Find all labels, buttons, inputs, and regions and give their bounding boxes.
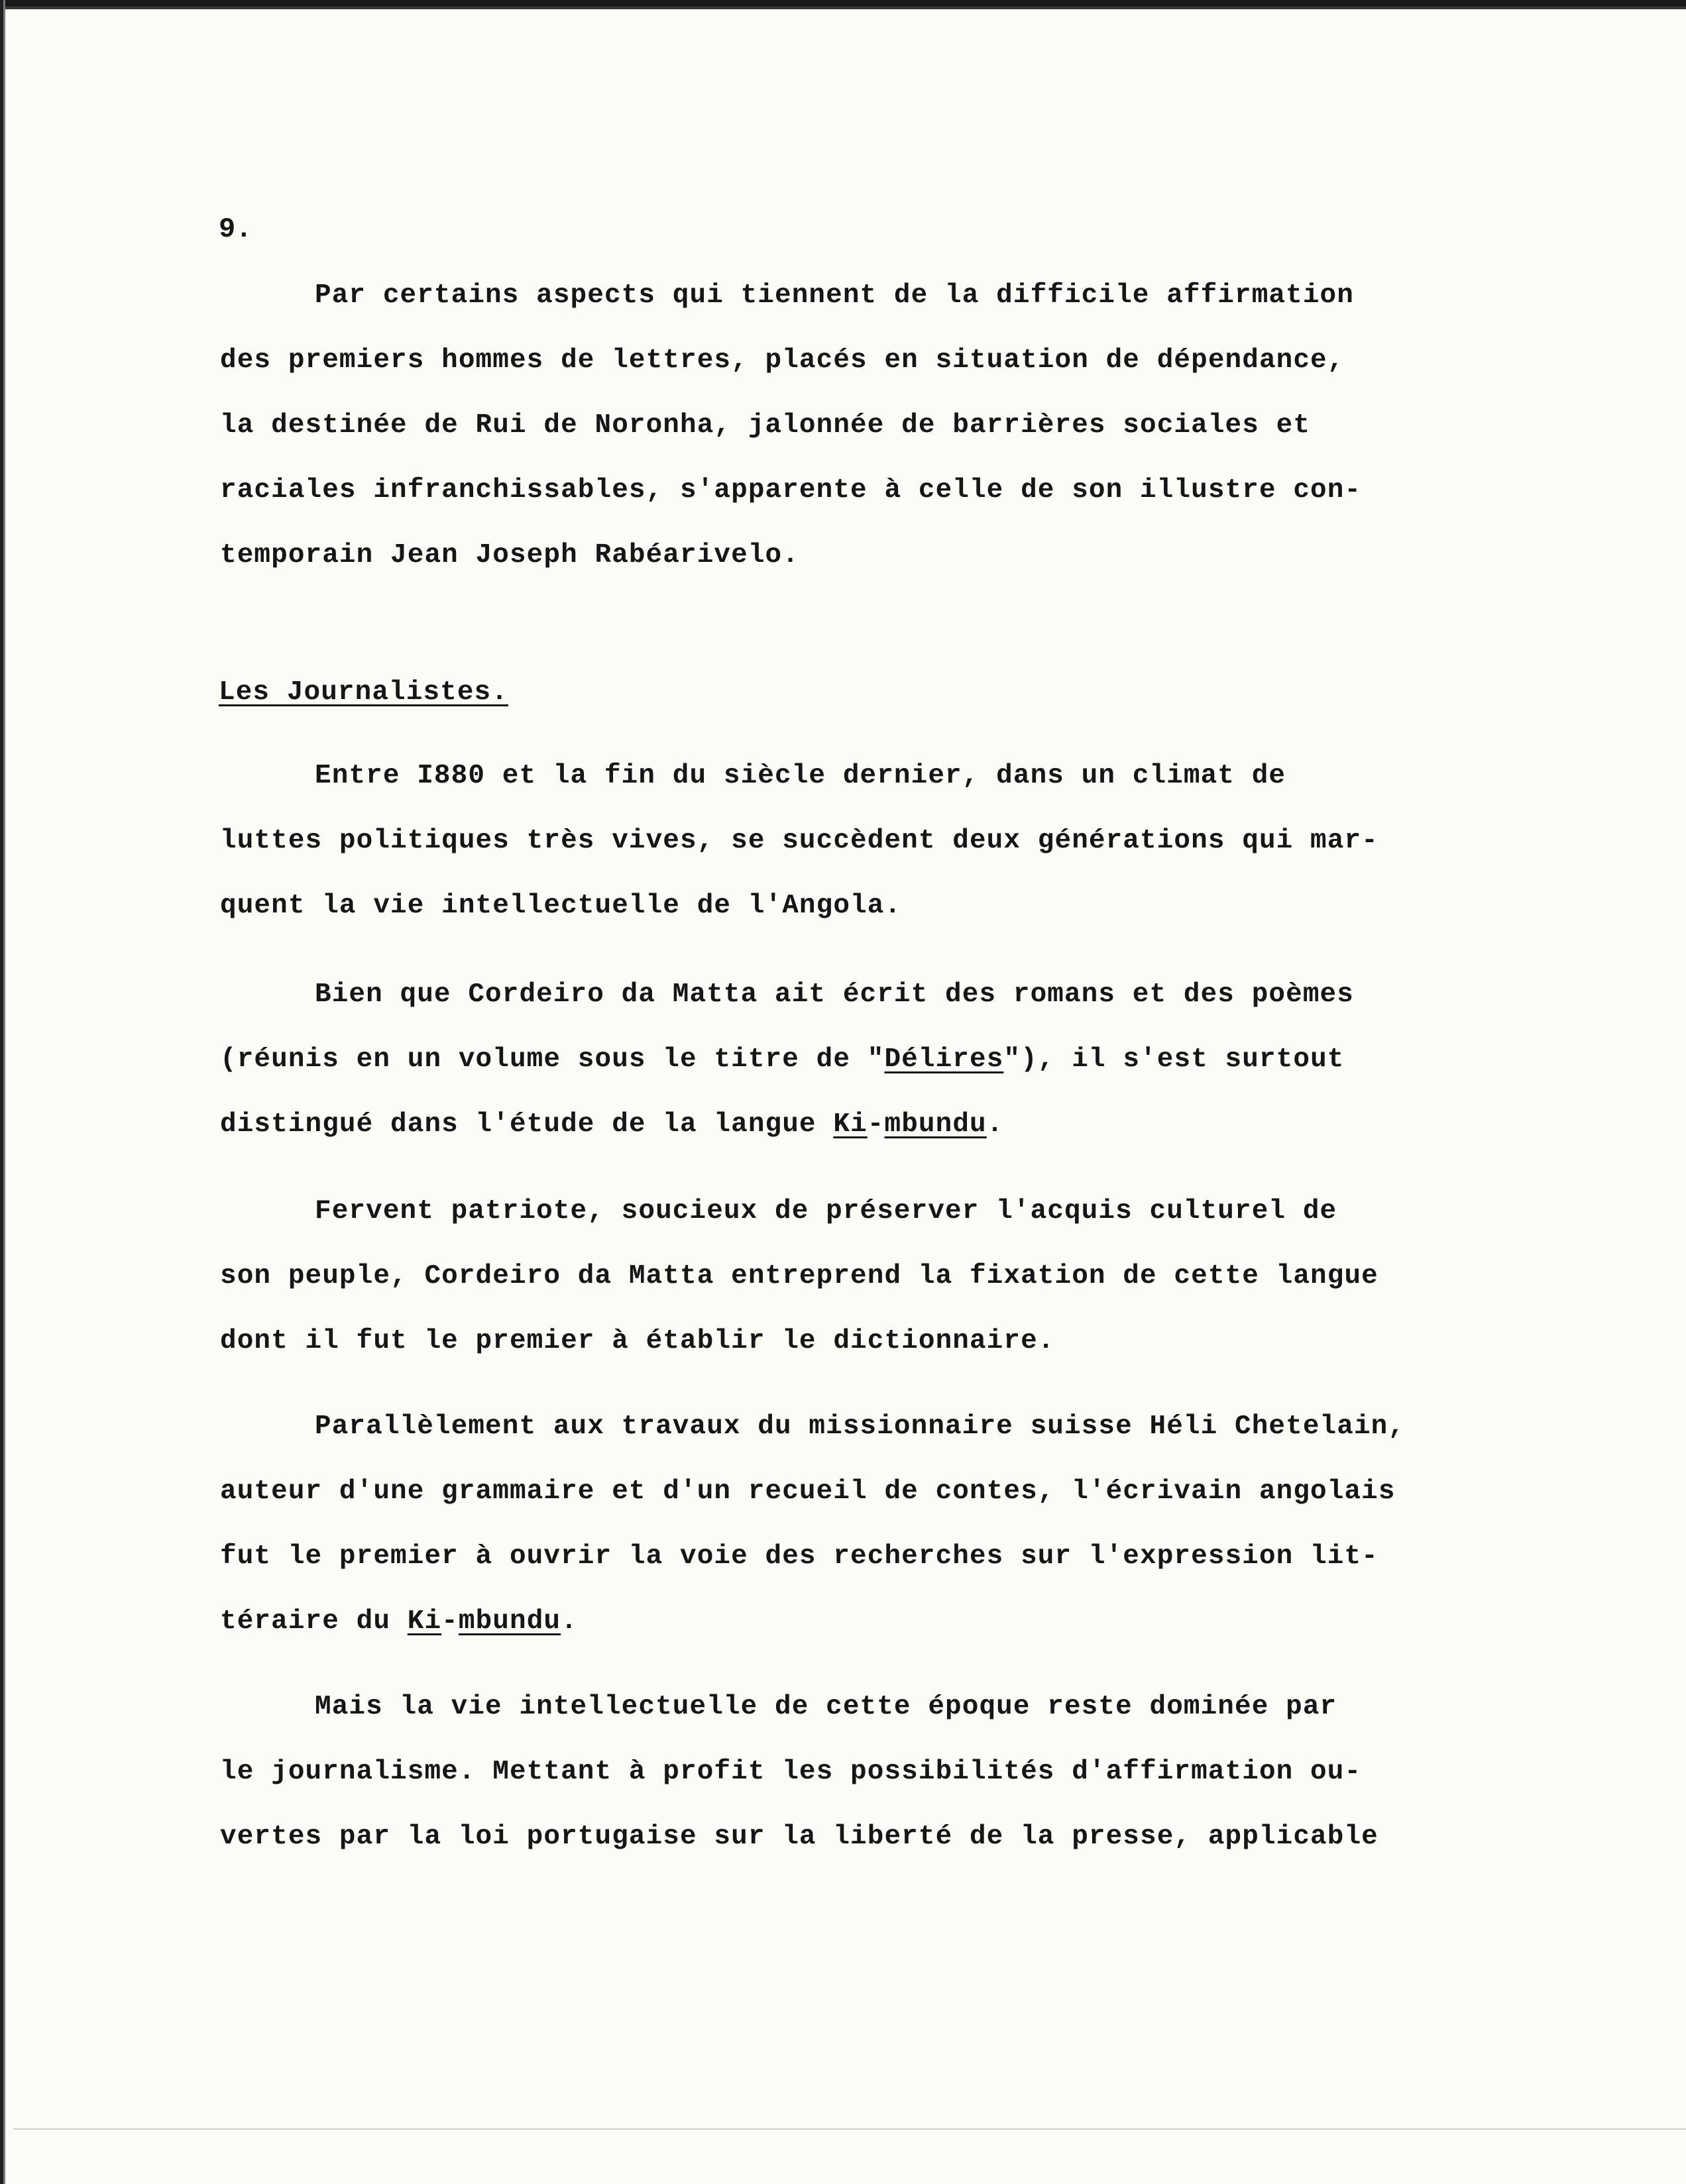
paragraph-line: [220, 1092, 1579, 1157]
line-text: "), il s'est surtout: [1003, 1044, 1345, 1075]
language-name: mbundu: [884, 1109, 987, 1140]
line-text: .: [561, 1606, 578, 1637]
paragraph-line: Fervent patriote, soucieux de préserver l'acquis culturel de: [315, 1196, 1337, 1227]
scan-top-border: [0, 0, 1686, 15]
paragraph-line: son peuple, Cordeiro da Matta entreprend la fixation de cette langue: [220, 1261, 1378, 1291]
paragraph-line: [220, 1027, 1579, 1092]
paragraph-line: fut le premier à ouvrir la voie des recherches sur l'expression lit-: [220, 1541, 1378, 1572]
paragraph-line: le journalisme. Mettant à profit les possibilités d'affirmation ou-: [220, 1757, 1362, 1787]
hyphen: -: [867, 1109, 885, 1140]
hyphen: -: [441, 1606, 459, 1637]
line-text: (réunis en un volume sous le titre de ": [220, 1044, 885, 1075]
paragraph-line: luttes politiques très vives, se succèdent deux générations qui mar-: [220, 826, 1378, 856]
paragraph-line: dont il fut le premier à établir le dictionnaire.: [220, 1326, 1055, 1356]
line-text: .: [986, 1109, 1004, 1140]
paragraph-3: [220, 962, 1579, 1157]
paragraph-line: Entre I880 et la fin du siècle dernier, dans un climat de: [315, 761, 1286, 791]
paragraph-line: Bien que Cordeiro da Matta ait écrit des romans et des poèmes: [315, 979, 1354, 1010]
section-heading: Les Journalistes.: [219, 677, 508, 708]
paragraph-line: raciales infranchissables, s'apparente à celle de son illustre con-: [220, 475, 1362, 506]
line-text: téraire du: [220, 1606, 408, 1637]
language-name: Ki: [407, 1606, 442, 1637]
paragraph-5: [220, 1394, 1579, 1654]
paragraph-line: Mais la vie intellectuelle de cette époque reste dominée par: [315, 1692, 1337, 1722]
language-name: mbundu: [458, 1606, 561, 1637]
paragraph-line: auteur d'une grammaire et d'un recueil de contes, l'écrivain angolais: [220, 1476, 1396, 1507]
language-name: Ki: [833, 1109, 868, 1140]
paragraph-line: des premiers hommes de lettres, placés en situation de dépendance,: [220, 345, 1345, 376]
paragraph-line: vertes par la loi portugaise sur la liberté de la presse, applicable: [220, 1822, 1378, 1852]
paragraph-line: [220, 1589, 1579, 1654]
paragraph-line: Par certains aspects qui tiennent de la difficile affirmation: [315, 280, 1354, 311]
paragraph-2: [220, 743, 1579, 938]
paragraph-4: [220, 1179, 1579, 1374]
paragraph-line: Parallèlement aux travaux du missionnaire suisse Héli Chetelain,: [315, 1411, 1406, 1442]
paragraph-line: temporain Jean Joseph Rabéarivelo.: [220, 540, 799, 571]
scan-bottom-line: [13, 2128, 1686, 2130]
book-title: Délires: [884, 1044, 1004, 1075]
line-text: distingué dans l'étude de la langue: [220, 1109, 834, 1140]
paragraph-6: [220, 1674, 1579, 1869]
paragraph-line: quent la vie intellectuelle de l'Angola.: [220, 891, 902, 921]
page-number: 9.: [219, 213, 253, 245]
scan-left-edge: [0, 0, 8, 2184]
paragraph-line: la destinée de Rui de Noronha, jalonnée de barrières sociales et: [220, 410, 1311, 441]
paragraph-1: [220, 263, 1579, 588]
